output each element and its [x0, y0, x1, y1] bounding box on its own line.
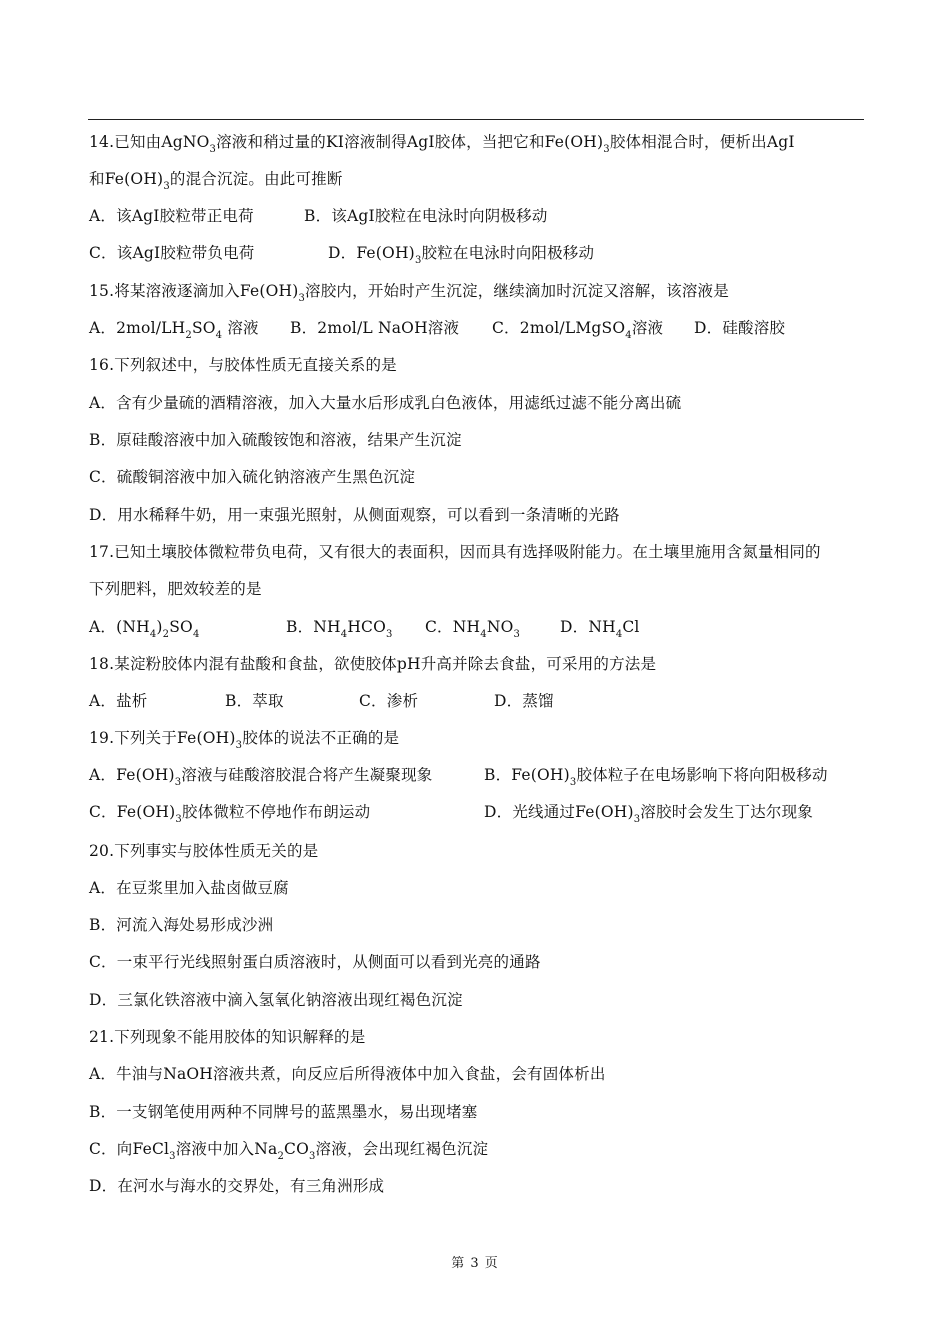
q19-option-c: C．$Fe(OH)_3$胶体微粒不停地作布朗运动 [89, 803, 371, 825]
q20-option-c: C．一束平行光线照射蛋白质溶液时，从侧面可以看到光亮的通路 [89, 953, 541, 971]
q19-option-d: D．光线通过$Fe(OH)_3$溶胶时会发生丁达尔现象 [484, 803, 813, 825]
q17-option-c: C．$NH_4NO_3$ [425, 618, 521, 640]
q19-option-a: A．$Fe(OH)_3$溶液与硅酸溶胶混合将产生凝聚现象 [89, 766, 433, 788]
q14-option-b: B．该AgI胶粒在电泳时向阴极移动 [304, 207, 548, 225]
q18-option-c: C．渗析 [359, 692, 419, 710]
q15-option-d: D．硅酸溶胶 [694, 319, 786, 337]
q15-stem: 15.将某溶液逐滴加入$Fe(OH)_3$溶胶内，开始时产生沉淀，继续滴加时沉淀又溶解，该溶液是 [89, 282, 729, 304]
q20-option-d: D．三氯化铁溶液中滴入氢氧化钠溶液出现红褐色沉淀 [89, 991, 463, 1009]
q18-option-a: A．盐析 [89, 692, 148, 710]
q17-option-a: A．$(NH_4)_2SO_4$ [89, 618, 200, 640]
q19-stem: 19.下列关于$Fe(OH)_3$胶体的说法不正确的是 [89, 729, 400, 751]
q18-option-d: D．蒸馏 [494, 692, 554, 710]
q14-option-c: C．该AgI胶粒带负电荷 [89, 244, 255, 262]
q14-stem-line2: 和$Fe(OH)_3$的混合沉淀。由此可推断 [89, 170, 343, 192]
q21-stem: 21.下列现象不能用胶体的知识解释的是 [89, 1028, 366, 1046]
q15-option-c: C．2mol/LMgSO$_4$溶液 [492, 319, 664, 341]
q17-stem-line2: 下列肥料，肥效较差的是 [89, 580, 262, 598]
q16-option-a: A．含有少量硫的酒精溶液，加入大量水后形成乳白色液体，用滤纸过滤不能分离出硫 [89, 394, 682, 412]
q20-stem: 20.下列事实与胶体性质无关的是 [89, 842, 319, 860]
q20-option-a: A．在豆浆里加入盐卤做豆腐 [89, 879, 289, 897]
q21-option-a: A．牛油与NaOH溶液共煮，向反应后所得液体中加入食盐，会有固体析出 [89, 1065, 606, 1083]
header-rule [88, 119, 864, 120]
q15-option-a: A．$2mol/LH_2SO_4$ 溶液 [89, 319, 259, 341]
q14-option-a: A．该AgI胶粒带正电荷 [89, 207, 254, 225]
q21-option-c: C．向FeCl$_3$溶液中加入$Na_2CO_3$溶液，会出现红褐色沉淀 [89, 1140, 489, 1162]
q19-option-b: B．$Fe(OH)_3$胶体粒子在电场影响下将向阳极移动 [484, 766, 828, 788]
q16-option-b: B．原硅酸溶液中加入硫酸铵饱和溶液，结果产生沉淀 [89, 431, 462, 449]
q17-option-d: D．$NH_4Cl$ [560, 618, 640, 640]
q14-stem-line1: 14.已知由AgNO$_3$溶液和稍过量的KI溶液制得AgI胶体，当把它和$Fe(OH)_3$胶体相混合时，便析出AgI [89, 133, 795, 155]
q18-option-b: B．萃取 [225, 692, 284, 710]
q16-stem: 16.下列叙述中，与胶体性质无直接关系的是 [89, 356, 397, 374]
q18-stem: 18.某淀粉胶体内混有盐酸和食盐，欲使胶体pH升高并除去食盐，可采用的方法是 [89, 655, 657, 673]
q15-option-b: B．2mol/L NaOH溶液 [290, 319, 460, 337]
q20-option-b: B．河流入海处易形成沙洲 [89, 916, 274, 934]
q16-option-d: D．用水稀释牛奶，用一束强光照射，从侧面观察，可以看到一条清晰的光路 [89, 506, 620, 524]
page-number: 第 3 页 [451, 1256, 499, 1271]
q21-option-b: B．一支钢笔使用两种不同牌号的蓝黑墨水，易出现堵塞 [89, 1103, 478, 1121]
q17-option-b: B．$NH_4HCO_3$ [286, 618, 393, 640]
q14-option-d: D．$Fe(OH)_3$胶粒在电泳时向阳极移动 [328, 244, 595, 266]
q16-option-c: C．硫酸铜溶液中加入硫化钠溶液产生黑色沉淀 [89, 468, 416, 486]
q17-stem-line1: 17.已知土壤胶体微粒带负电荷，又有很大的表面积，因而具有选择吸附能力。在土壤里施用含氮量相同的 [89, 543, 821, 561]
q21-option-d: D．在河水与海水的交界处，有三角洲形成 [89, 1177, 385, 1195]
